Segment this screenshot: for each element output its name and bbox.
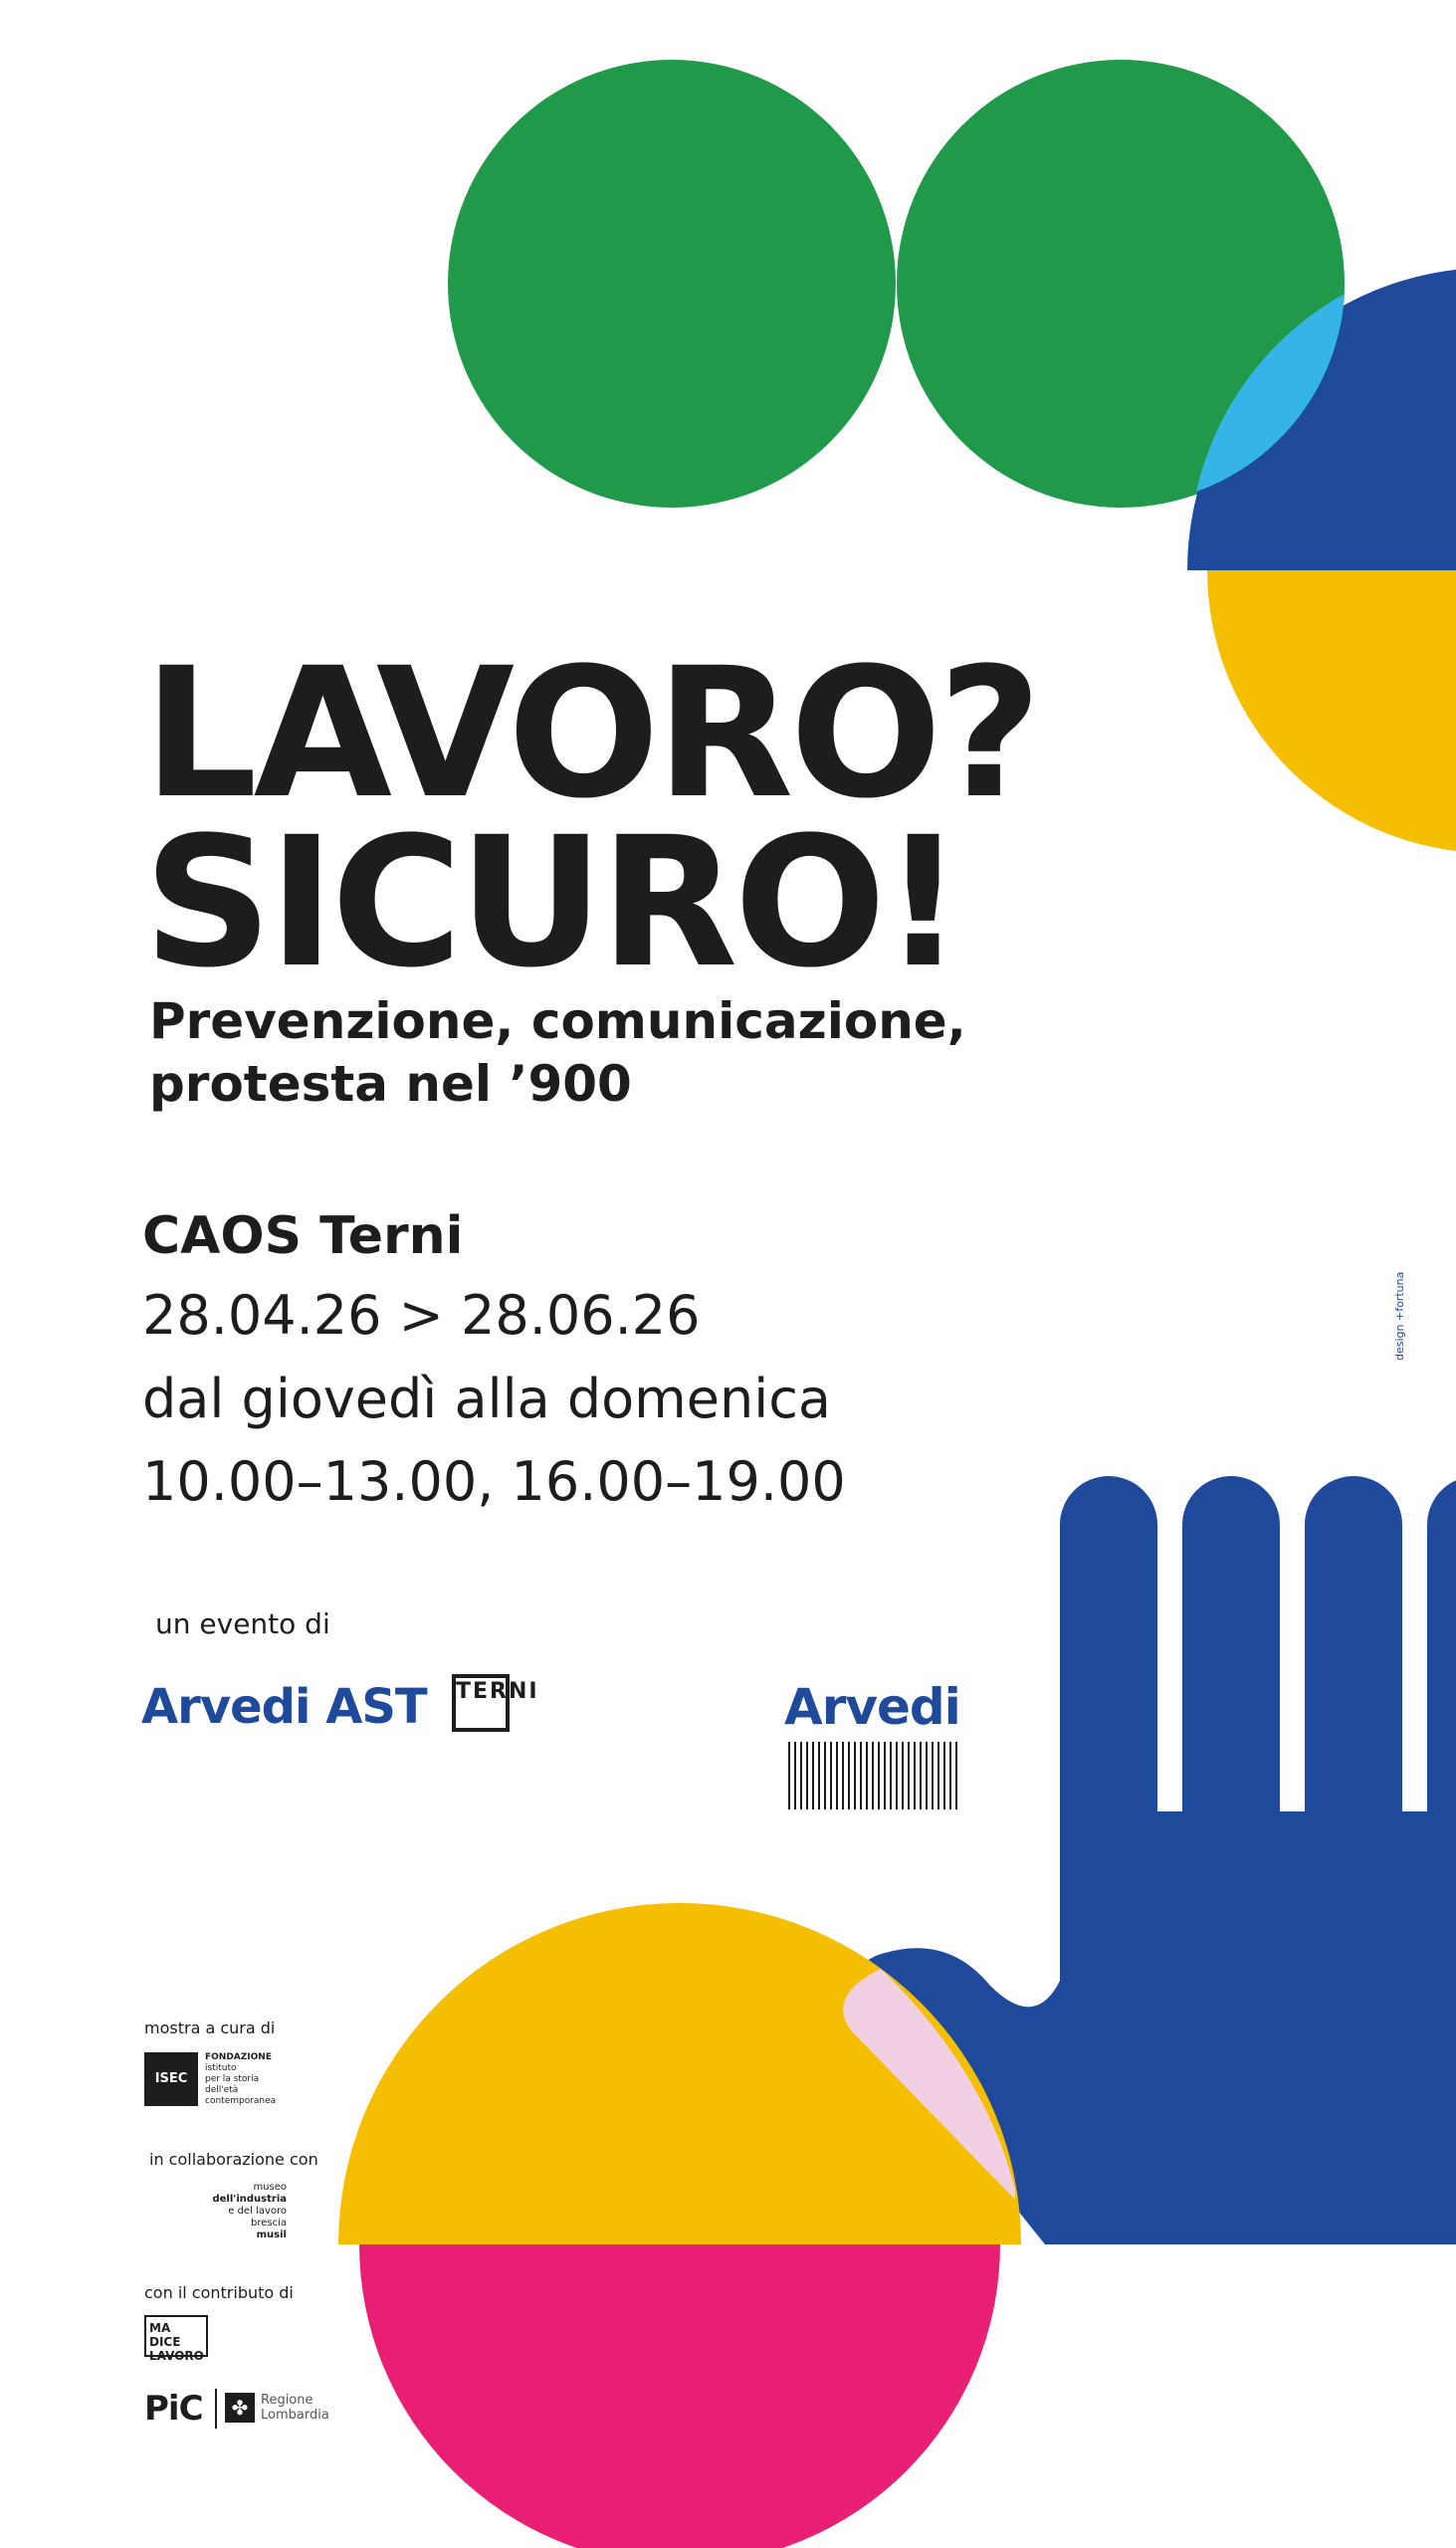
collab-label: in collaborazione con [149,2150,318,2169]
isec-text-line: istituto [205,2063,237,2073]
arvedi-barcode-icon [788,1742,961,1809]
event-dates: 28.04.26 > 28.06.26 [142,1284,701,1347]
mdl-text: LAVORO [149,2349,204,2363]
musil-text-line: brescia [250,2218,287,2229]
lombardia-text-line: Lombardia [261,2408,329,2423]
curated-label: mostra a cura di [144,2018,276,2037]
lombardia-rose-icon: ✤ [225,2393,255,2423]
arvedi-ast-logo: Arvedi AST [141,1679,427,1735]
event-venue: CAOS Terni [142,1206,464,1266]
isec-text-line: FONDAZIONE [205,2052,272,2062]
logo-divider [215,2389,217,2429]
headline-line-2: SICURO! [143,799,960,1007]
pic-logo: PiC [144,2389,203,2429]
magenta-half-circle [359,2244,1000,2548]
musil-text-line: museo [253,2182,287,2193]
subtitle [149,990,966,1116]
isec-logo: ISEC [144,2052,198,2106]
organizer-label: un evento di [155,1607,330,1640]
event-days: dal giovedì alla domenica [142,1368,831,1430]
lombardia-text-line: Regione [261,2393,313,2408]
musil-logo [199,2182,287,2241]
isec-text-line: per la storia [205,2074,260,2084]
green-circle-left [448,60,896,508]
regione-lombardia-logo [261,2393,329,2423]
isec-text-line: dell'età [205,2085,239,2095]
contrib-label: con il contributo di [144,2283,294,2302]
musil-text-line: musil [256,2230,287,2240]
isec-text [205,2052,285,2107]
macce-lavoro-logo [144,2315,208,2363]
headline-line-1: LAVORO? [143,630,1038,838]
subtitle-line-2: protesta nel ’900 [149,1055,632,1113]
design-credit: design +fortuna [1393,1271,1406,1361]
terni-logo: TERNI [452,1674,510,1732]
yellow-half-circle-right [1207,570,1456,853]
musil-text-line: dell'industria [212,2194,287,2205]
subtitle-line-1: Prevenzione, comunicazione, [149,992,966,1050]
arvedi-logo: Arvedi [784,1678,960,1736]
mdl-text: DICE [149,2335,181,2349]
event-hours: 10.00–13.00, 16.00–19.00 [142,1450,846,1513]
isec-text-line: contemporanea [205,2096,277,2106]
mdl-text: MA [149,2321,171,2335]
musil-text-line: e del lavoro [228,2206,287,2217]
